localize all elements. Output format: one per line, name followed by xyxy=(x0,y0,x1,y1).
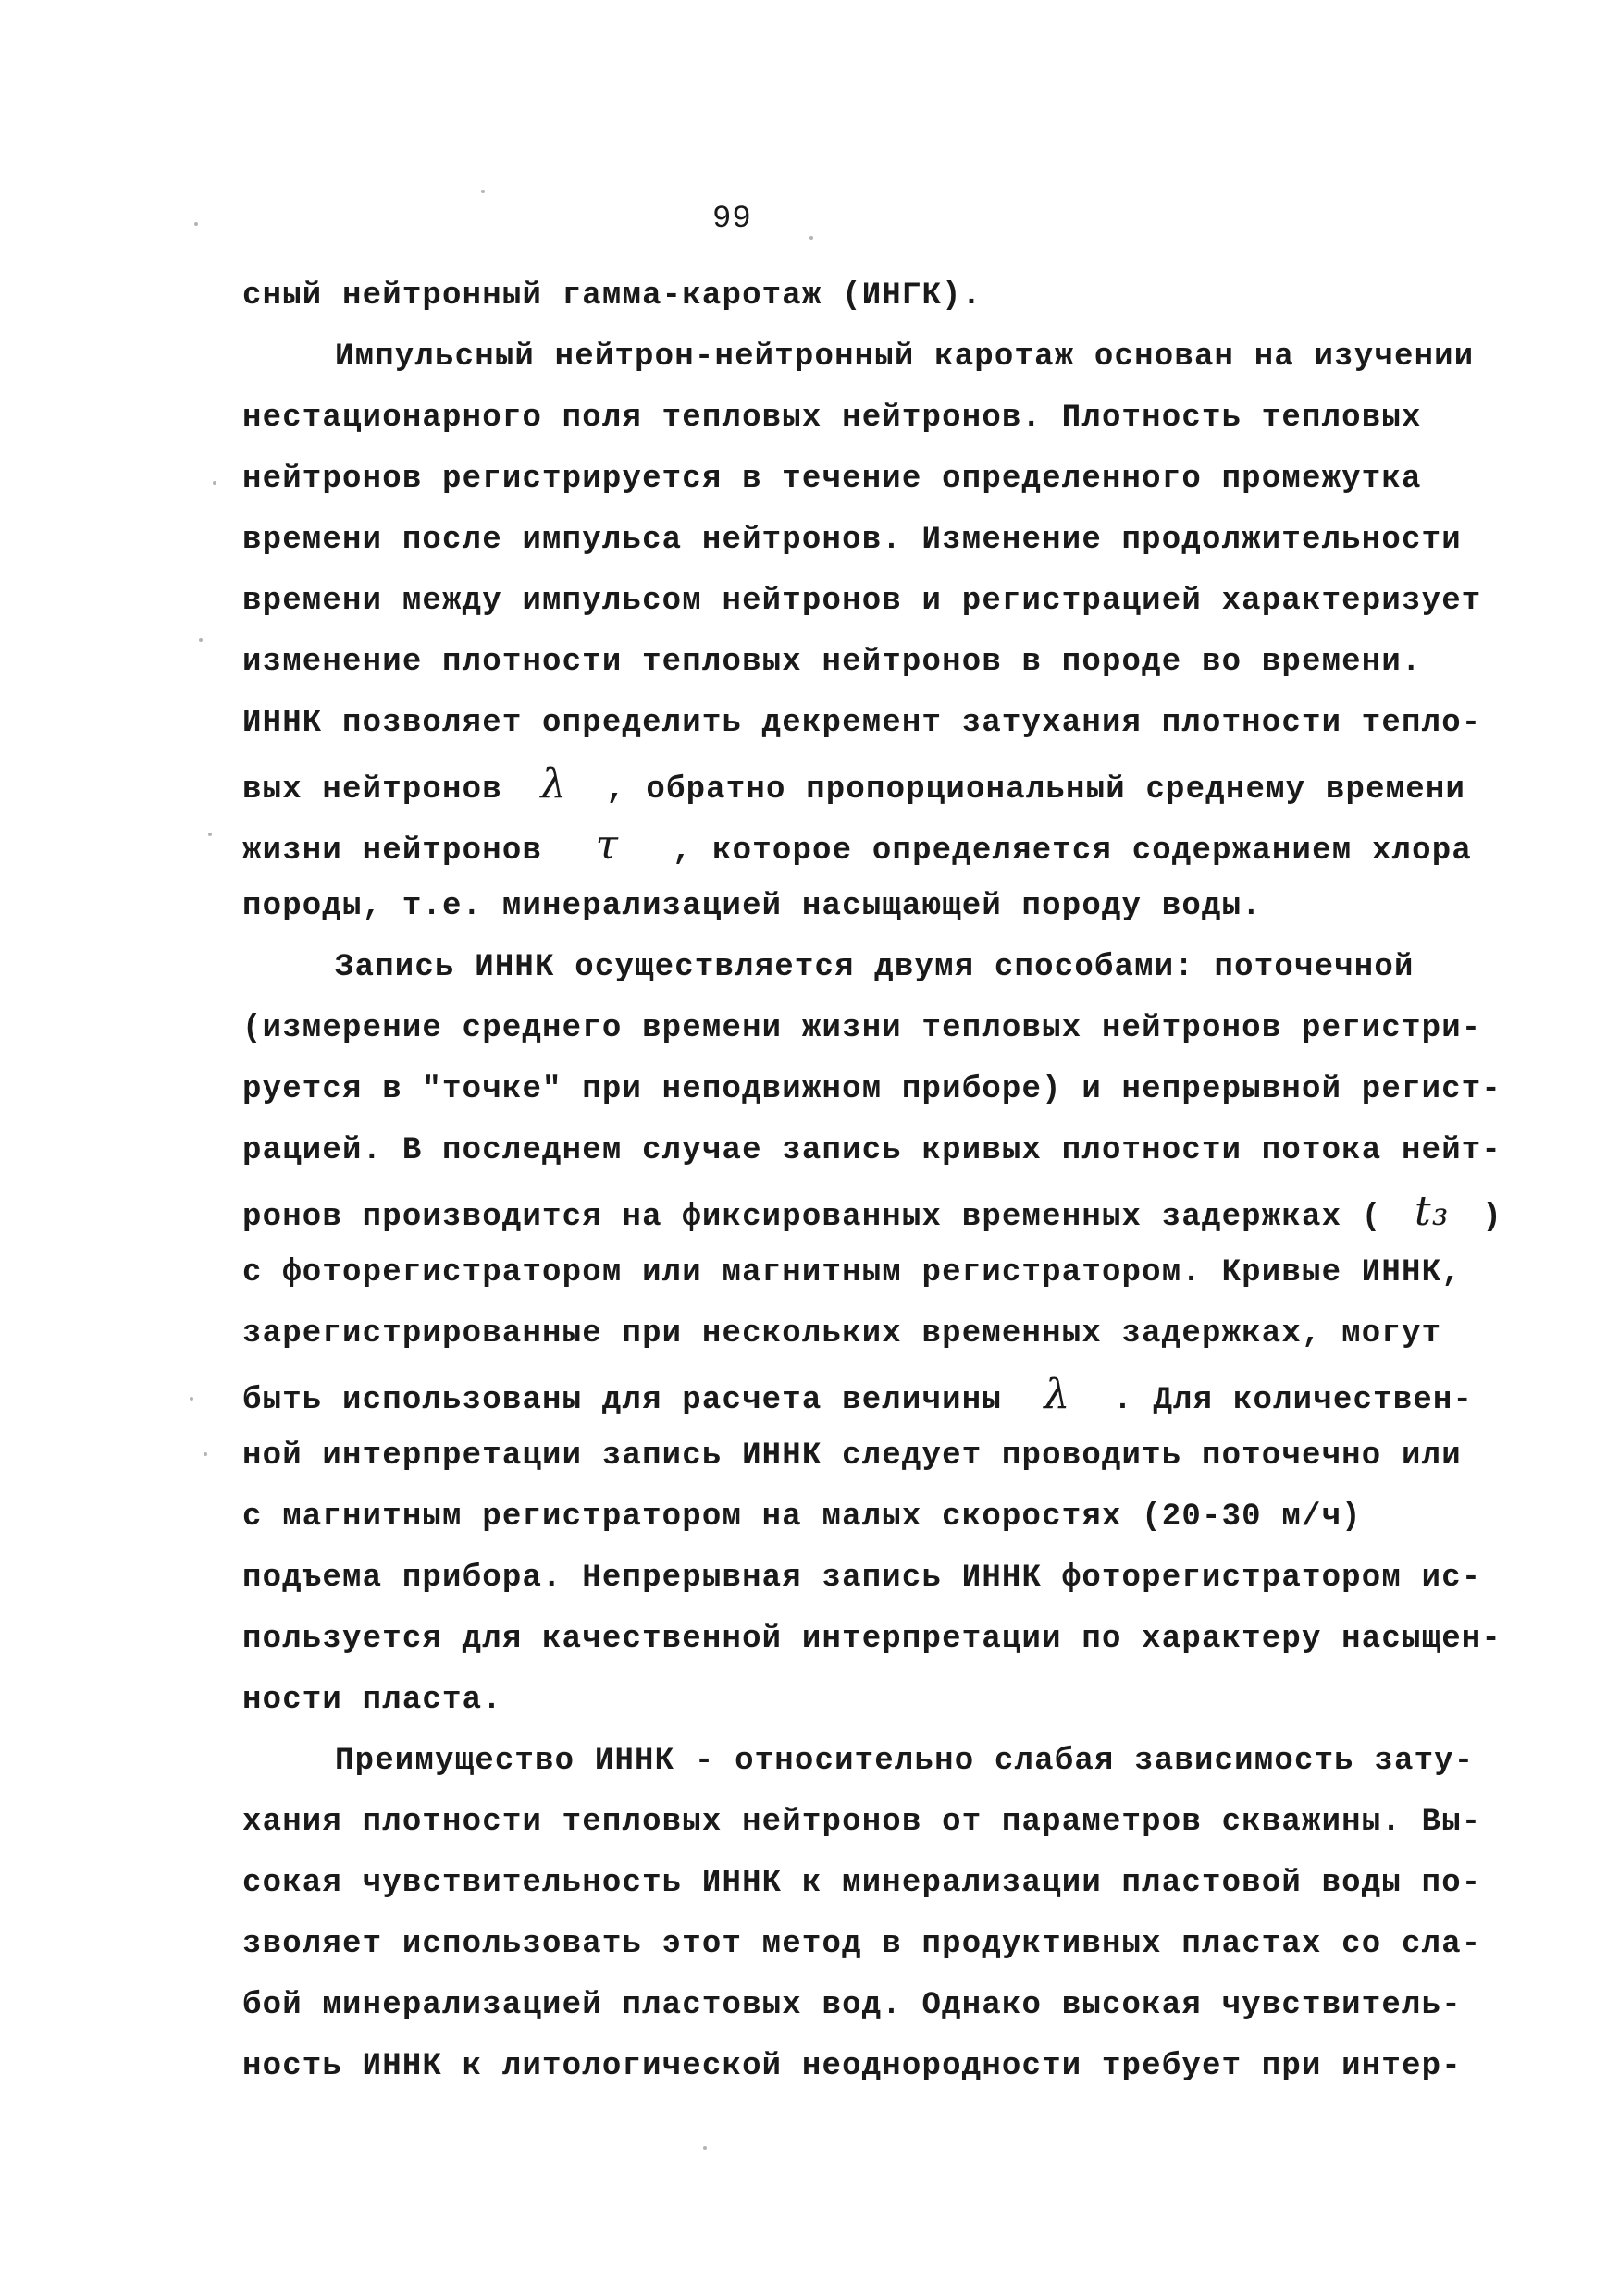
text-line xyxy=(242,760,1466,809)
scan-speck xyxy=(810,236,813,240)
text-line: породы, т.е. минерализацией насыщающей породу воды. xyxy=(242,889,1262,924)
scan-speck xyxy=(199,638,203,642)
scan-speck xyxy=(213,481,216,485)
text-line: ной интерпретации запись ИННК следует проводить поточечно или xyxy=(242,1438,1462,1474)
text-line: бой минерализацией пластовых вод. Однако высокая чувствитель- xyxy=(242,1988,1462,2023)
scan-speck xyxy=(194,222,198,226)
t-z-symbol: t₃ xyxy=(1415,1188,1450,1235)
text-line: сный нейтронный гамма-каротаж (ИНГК). xyxy=(242,278,983,314)
tau-symbol: τ xyxy=(595,821,620,869)
text-line: ности пласта. xyxy=(242,1683,502,1718)
scan-speck xyxy=(190,1397,193,1401)
line-segment: вых нейтронов xyxy=(242,772,502,808)
line-segment: , обратно пропорциональный среднему времени xyxy=(606,772,1466,808)
text-line: руется в "точке" при неподвижном приборе) и непрерывной регист- xyxy=(242,1072,1502,1107)
line-segment: , которое определяется содержанием хлора xyxy=(672,833,1472,869)
text-line xyxy=(242,1371,1474,1419)
text-line: нейтронов регистрируется в течение определенного промежутка xyxy=(242,462,1422,497)
text-line: времени после импульса нейтронов. Изменение продолжительности xyxy=(242,523,1462,558)
line-segment: быть использованы для расчета величины xyxy=(242,1383,1002,1418)
text-line: Импульсный нейтрон-нейтронный каротаж основан на изучении xyxy=(335,339,1475,375)
text-line: ность ИННК к литологической неоднородности требует при интер- xyxy=(242,2049,1462,2084)
text-line: изменение плотности тепловых нейтронов в породе во времени. xyxy=(242,645,1422,680)
scan-speck xyxy=(208,833,212,836)
scan-speck xyxy=(481,190,485,193)
text-line: Запись ИННК осуществляется двумя способами: поточечной xyxy=(335,950,1415,985)
text-line: времени между импульсом нейтронов и регистрацией характеризует xyxy=(242,584,1482,619)
text-line: хания плотности тепловых нейтронов от параметров скважины. Вы- xyxy=(242,1805,1482,1840)
text-line: (измерение среднего времени жизни тепловых нейтронов регистри- xyxy=(242,1011,1482,1046)
text-line xyxy=(242,821,1472,870)
text-line xyxy=(242,1188,1502,1236)
text-line: подъема прибора. Непрерывная запись ИННК фоторегистратором ис- xyxy=(242,1561,1482,1596)
lambda-symbol: λ xyxy=(1044,1371,1071,1418)
text-line: нестационарного поля тепловых нейтронов. Плотность тепловых xyxy=(242,401,1422,436)
text-line: с фоторегистратором или магнитным регистратором. Кривые ИННК, xyxy=(242,1255,1462,1290)
scan-speck xyxy=(204,1452,207,1456)
text-line: пользуется для качественной интерпретации по характеру насыщен- xyxy=(242,1622,1502,1657)
text-line: зарегистрированные при нескольких временных задержках, могут xyxy=(242,1316,1442,1352)
text-line: сокая чувствительность ИННК к минерализации пластовой воды по- xyxy=(242,1866,1482,1901)
text-line: Преимущество ИННК - относительно слабая зависимость зату- xyxy=(335,1744,1475,1779)
line-segment: . Для количествен- xyxy=(1113,1383,1474,1418)
text-line: с магнитным регистратором на малых скоростях (20-30 м/ч) xyxy=(242,1500,1362,1535)
scan-speck xyxy=(703,2146,707,2150)
text-line: зволяет использовать этот метод в продуктивных пластах со сла- xyxy=(242,1927,1482,1962)
text-line: рацией. В последнем случае запись кривых плотности потока нейт- xyxy=(242,1133,1502,1168)
line-segment: ) xyxy=(1482,1200,1502,1235)
page-number: 99 xyxy=(712,202,752,237)
lambda-symbol: λ xyxy=(540,760,568,808)
line-segment: жизни нейтронов xyxy=(242,833,543,869)
line-segment: ронов производится на фиксированных временных задержках ( xyxy=(242,1200,1382,1235)
text-line: ИННК позволяет определить декремент затухания плотности тепло- xyxy=(242,706,1482,741)
